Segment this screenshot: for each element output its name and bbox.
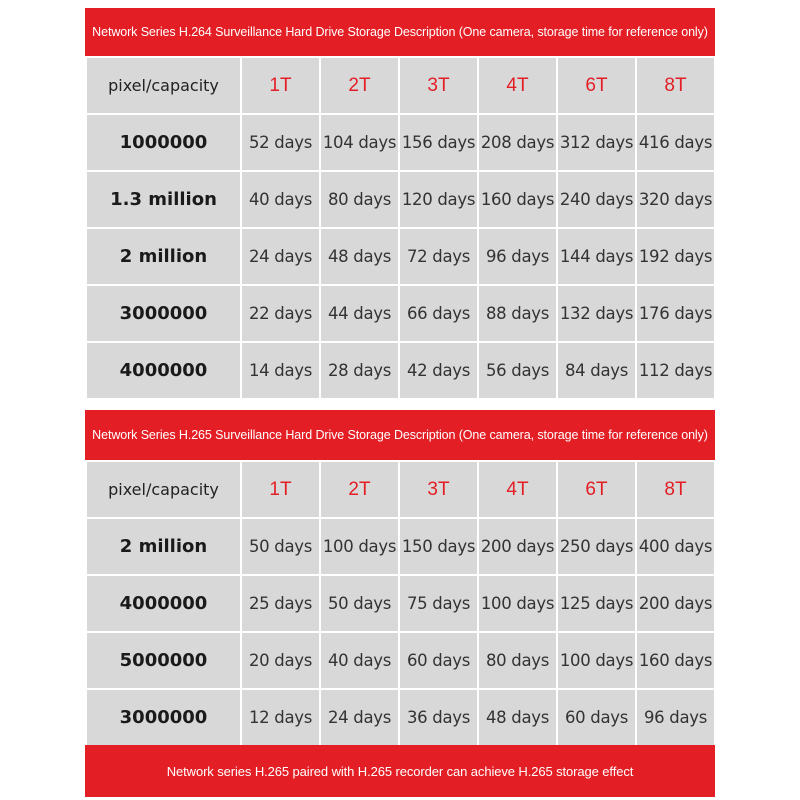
table-row [86,518,715,575]
storage-cell: 66 days [399,285,478,342]
storage-cell: 416 days [636,114,715,171]
capacity-header: 2T [320,57,399,114]
storage-cell: 24 days [320,689,399,746]
storage-cell: 40 days [241,171,320,228]
footer-note: Network series H.265 paired with H.265 recorder can achieve H.265 storage effect [166,763,634,779]
table-row [86,342,715,399]
storage-cell: 44 days [320,285,399,342]
storage-cell: 88 days [478,285,557,342]
storage-cell: 208 days [478,114,557,171]
row-label: 2 million [86,518,241,575]
storage-cell: 50 days [241,518,320,575]
table-header-row [86,461,715,518]
storage-cell: 176 days [636,285,715,342]
capacity-header: 6T [557,461,636,518]
h264-title: Network Series H.264 Surveillance Hard Drive Storage Description (One camera, storage time for reference only) [92,25,708,39]
h264-storage-table [85,56,716,400]
capacity-header: 6T [557,57,636,114]
row-label: 1.3 million [86,171,241,228]
table-row [86,228,715,285]
storage-cell: 160 days [478,171,557,228]
storage-cell: 100 days [478,575,557,632]
storage-cell: 120 days [399,171,478,228]
storage-cell: 240 days [557,171,636,228]
table-row [86,689,715,746]
storage-cell: 50 days [320,575,399,632]
row-label: 4000000 [86,575,241,632]
capacity-header: 3T [399,461,478,518]
storage-cell: 112 days [636,342,715,399]
table-header-row [86,57,715,114]
h264-title-banner [85,8,715,56]
table-row [86,632,715,689]
storage-cell: 12 days [241,689,320,746]
storage-cell: 25 days [241,575,320,632]
storage-cell: 40 days [320,632,399,689]
table-row [86,285,715,342]
storage-cell: 22 days [241,285,320,342]
storage-cell: 312 days [557,114,636,171]
capacity-header: 4T [478,461,557,518]
table-row [86,114,715,171]
storage-cell: 320 days [636,171,715,228]
storage-cell: 28 days [320,342,399,399]
storage-cell: 52 days [241,114,320,171]
capacity-header: 4T [478,57,557,114]
row-label: 3000000 [86,689,241,746]
footer-banner [85,745,715,797]
storage-cell: 192 days [636,228,715,285]
storage-cell: 100 days [557,632,636,689]
storage-cell: 72 days [399,228,478,285]
storage-cell: 75 days [399,575,478,632]
h265-storage-table [85,460,716,747]
storage-cell: 104 days [320,114,399,171]
row-label: 5000000 [86,632,241,689]
row-label: 4000000 [86,342,241,399]
header-label: pixel/capacity [86,57,241,114]
storage-cell: 56 days [478,342,557,399]
storage-cell: 36 days [399,689,478,746]
storage-cell: 150 days [399,518,478,575]
storage-cell: 96 days [636,689,715,746]
table-row [86,575,715,632]
capacity-header: 8T [636,461,715,518]
storage-cell: 156 days [399,114,478,171]
row-label: 2 million [86,228,241,285]
capacity-header: 3T [399,57,478,114]
row-label: 3000000 [86,285,241,342]
capacity-header: 2T [320,461,399,518]
h265-title-banner [85,410,715,460]
storage-cell: 144 days [557,228,636,285]
storage-cell: 125 days [557,575,636,632]
storage-cell: 80 days [320,171,399,228]
storage-cell: 200 days [636,575,715,632]
capacity-header: 1T [241,57,320,114]
capacity-header: 1T [241,461,320,518]
storage-cell: 100 days [320,518,399,575]
row-label: 1000000 [86,114,241,171]
storage-cell: 48 days [478,689,557,746]
storage-cell: 80 days [478,632,557,689]
storage-cell: 200 days [478,518,557,575]
storage-cell: 60 days [557,689,636,746]
storage-cell: 14 days [241,342,320,399]
storage-cell: 96 days [478,228,557,285]
storage-cell: 400 days [636,518,715,575]
storage-cell: 132 days [557,285,636,342]
storage-cell: 160 days [636,632,715,689]
storage-cell: 24 days [241,228,320,285]
storage-cell: 48 days [320,228,399,285]
storage-cell: 20 days [241,632,320,689]
h265-title: Network Series H.265 Surveillance Hard Drive Storage Description (One camera, storage time for reference only) [92,428,708,442]
storage-cell: 42 days [399,342,478,399]
table-row [86,171,715,228]
storage-cell: 250 days [557,518,636,575]
storage-cell: 60 days [399,632,478,689]
header-label: pixel/capacity [86,461,241,518]
storage-cell: 84 days [557,342,636,399]
capacity-header: 8T [636,57,715,114]
